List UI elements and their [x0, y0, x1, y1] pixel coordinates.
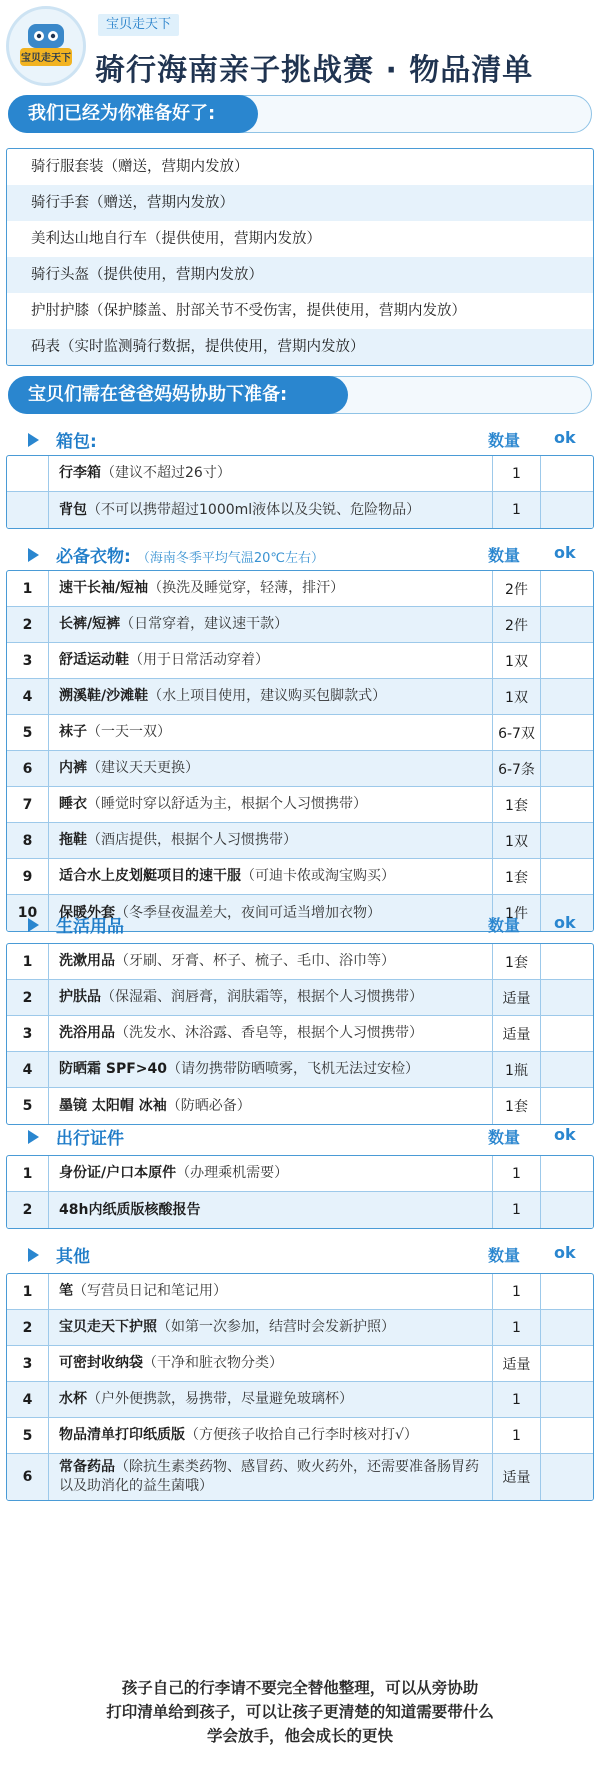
item-name: 48h内纸质版核酸报告 [59, 1201, 201, 1218]
item-name: 防晒霜 SPF>40 [59, 1061, 167, 1077]
item-note: （写营员日记和笔记用） [73, 1283, 227, 1299]
table-row [7, 492, 593, 528]
item-note: （干净和脏衣物分类） [143, 1355, 283, 1371]
item-note: （防晒必备） [166, 1097, 251, 1114]
item-note: （办理乘机需要） [176, 1165, 289, 1181]
item-quantity: 1 [493, 1310, 541, 1345]
table-row [7, 1088, 593, 1124]
row-number: 5 [7, 715, 49, 750]
item-quantity: 6-7双 [493, 715, 541, 750]
item-table [6, 570, 594, 932]
row-number: 4 [7, 1382, 49, 1417]
section-title [56, 427, 97, 452]
item-note: （方便孩子收拾自己行李时核对打√） [185, 1427, 418, 1443]
section-note: （海南冬季平均气温20℃左右） [136, 551, 324, 566]
item-description [49, 944, 493, 979]
ok-column-header: ok [554, 913, 576, 932]
item-name: 行李箱 [59, 465, 101, 481]
ok-column-header: ok [554, 428, 576, 447]
item-description [49, 715, 493, 750]
item-name: 洗浴用品 [59, 1025, 115, 1041]
ok-column-header: ok [554, 1125, 576, 1144]
section-title-text: 出行证件 [56, 1129, 124, 1149]
item-description [49, 980, 493, 1015]
item-note: （水上项目使用，建议购买包脚款式） [148, 688, 387, 704]
item-description [49, 607, 493, 642]
row-number: 4 [7, 1052, 49, 1087]
triangle-bullet-icon [28, 433, 39, 447]
section-title-text: 其他 [56, 1247, 90, 1267]
table-row [7, 1192, 593, 1228]
item-quantity: 1双 [493, 823, 541, 858]
item-name: 适合水上皮划艇项目的速干服 [59, 868, 241, 884]
item-description [49, 492, 493, 528]
item-note: （不可以携带超过1000ml液体以及尖锐、危险物品） [87, 501, 421, 518]
item-description [49, 571, 493, 606]
ok-checkbox-cell[interactable] [541, 1346, 593, 1381]
item-note: （户外便携款，易携带，尽量避免玻璃杯） [87, 1391, 353, 1407]
prepare-banner-label: 宝贝们需在爸爸妈妈协助下准备: [8, 376, 348, 414]
row-number: 5 [7, 1088, 49, 1124]
ok-checkbox-cell[interactable] [541, 1088, 593, 1124]
provided-item: 骑行手套（赠送，营期内发放） [7, 185, 593, 221]
qty-column-header: 数量 [488, 916, 521, 935]
item-table [6, 1155, 594, 1229]
item-name: 水杯 [59, 1391, 87, 1407]
ok-checkbox-cell[interactable] [541, 456, 593, 491]
row-number: 6 [7, 1454, 49, 1500]
ok-checkbox-cell[interactable] [541, 492, 593, 528]
provided-item: 码表（实时监测骑行数据，提供使用，营期内发放） [7, 329, 593, 365]
qty-column-header: 数量 [488, 1128, 521, 1147]
item-name: 保暖外套 [59, 904, 115, 921]
section-title-text: 生活用品 [56, 917, 124, 937]
item-note: （请勿携带防晒喷雾，飞机无法过安检） [167, 1061, 419, 1077]
page-header [0, 0, 600, 100]
item-name: 洗漱用品 [59, 953, 115, 969]
item-note: （洗发水、沐浴露、香皂等，根据个人习惯携带） [115, 1025, 423, 1041]
provided-item: 骑行头盔（提供使用，营期内发放） [7, 257, 593, 293]
item-name: 长裤/短裤 [59, 616, 121, 632]
section-title [56, 1124, 124, 1149]
item-quantity: 适量 [493, 1454, 541, 1500]
footer-line-2: 打印清单给到孩子，可以让孩子更清楚的知道需要带什么 [106, 1703, 494, 1721]
row-number: 2 [7, 607, 49, 642]
item-description [49, 1382, 493, 1417]
item-note: （除抗生素类药物、感冒药、败火药外，还需要准备肠胃药以及助消化的益生菌哦） [59, 1459, 479, 1494]
item-name: 背包 [59, 501, 87, 518]
section-title [56, 542, 324, 567]
table-row [7, 1274, 593, 1310]
item-note: （建议天天更换） [87, 760, 199, 776]
table-row [7, 859, 593, 895]
item-quantity: 1 [493, 1274, 541, 1309]
item-note: （冬季昼夜温差大，夜间可适当增加衣物） [115, 904, 381, 921]
table-row [7, 1382, 593, 1418]
item-name: 物品清单打印纸质版 [59, 1427, 185, 1443]
ok-checkbox-cell[interactable] [541, 1454, 593, 1500]
table-row [7, 1052, 593, 1088]
table-row [7, 1454, 593, 1500]
ok-checkbox-cell[interactable] [541, 607, 593, 642]
ok-column-header: ok [554, 543, 576, 562]
row-number: 5 [7, 1418, 49, 1453]
row-number: 1 [7, 944, 49, 979]
section-header [6, 1122, 594, 1152]
table-row [7, 679, 593, 715]
item-description [49, 1016, 493, 1051]
table-row [7, 715, 593, 751]
triangle-bullet-icon [28, 1248, 39, 1262]
footer-line-1: 孩子自己的行李请不要完全替他整理，可以从旁协助 [121, 1679, 479, 1697]
item-quantity: 1 [493, 1192, 541, 1228]
row-number: 1 [7, 571, 49, 606]
section-title-text: 箱包: [56, 432, 97, 452]
item-quantity: 1 [493, 1382, 541, 1417]
prepare-banner [8, 376, 592, 414]
item-name: 可密封收纳袋 [59, 1355, 143, 1371]
item-name: 溯溪鞋/沙滩鞋 [59, 688, 149, 704]
page-title: 骑行海南亲子挑战赛 · 物品清单 [95, 53, 534, 88]
item-name: 速干长袖/短袖 [59, 580, 149, 596]
provided-item: 骑行服套装（赠送，营期内发放） [31, 159, 249, 175]
row-number: 8 [7, 823, 49, 858]
item-description [49, 1274, 493, 1309]
row-number: 6 [7, 751, 49, 786]
item-description [49, 1454, 493, 1500]
item-description [49, 456, 493, 491]
item-description [49, 1418, 493, 1453]
brand-logo [6, 6, 86, 86]
item-quantity: 1套 [493, 787, 541, 822]
item-quantity: 2件 [493, 607, 541, 642]
table-row [7, 607, 593, 643]
item-note: （可迪卡侬或淘宝购买） [241, 868, 395, 884]
logo-lettering: 宝贝走天下 [21, 53, 71, 64]
row-number: 1 [7, 1156, 49, 1191]
item-description [49, 643, 493, 678]
item-note: （保湿霜、润唇膏，润肤霜等，根据个人习惯携带） [101, 989, 423, 1005]
item-quantity: 1套 [493, 1088, 541, 1124]
provided-list [6, 148, 594, 366]
table-row [7, 1156, 593, 1192]
row-number: 9 [7, 859, 49, 894]
item-description [49, 679, 493, 714]
item-quantity: 适量 [493, 1346, 541, 1381]
item-description [49, 1192, 493, 1228]
ok-checkbox-cell[interactable] [541, 751, 593, 786]
table-row [7, 980, 593, 1016]
section-title [56, 1242, 90, 1267]
triangle-bullet-icon [28, 548, 39, 562]
item-quantity: 适量 [493, 1016, 541, 1051]
ok-checkbox-cell[interactable] [541, 1052, 593, 1087]
item-name: 睡衣 [59, 796, 87, 812]
table-row [7, 823, 593, 859]
section-header [6, 910, 594, 940]
item-note: （如第一次参加，结营时会发新护照） [157, 1319, 395, 1335]
footer-line-3: 学会放手，他会成长的更快 [206, 1727, 393, 1745]
section-header [6, 425, 594, 455]
item-quantity: 适量 [493, 980, 541, 1015]
section-title [56, 912, 124, 937]
item-table [6, 1273, 594, 1501]
row-number: 7 [7, 787, 49, 822]
item-quantity: 1 [493, 492, 541, 528]
item-quantity: 1 [493, 456, 541, 491]
item-table [6, 943, 594, 1125]
qty-column-header: 数量 [488, 431, 521, 450]
item-quantity: 1套 [493, 944, 541, 979]
item-name: 笔 [59, 1283, 73, 1299]
item-description [49, 859, 493, 894]
ok-checkbox-cell[interactable] [541, 679, 593, 714]
row-number: 2 [7, 980, 49, 1015]
item-name: 内裤 [59, 760, 87, 776]
item-quantity: 1双 [493, 679, 541, 714]
robot-mascot-icon [16, 20, 76, 72]
row-number: 3 [7, 1016, 49, 1051]
item-name: 护肤品 [59, 989, 101, 1005]
triangle-bullet-icon [28, 918, 39, 932]
ok-checkbox-cell[interactable] [541, 944, 593, 979]
item-description [49, 787, 493, 822]
item-quantity: 1 [493, 1156, 541, 1191]
ok-column-header: ok [554, 1243, 576, 1262]
item-note: （日常穿着，建议速干款） [120, 616, 289, 632]
item-note: （酒店提供，根据个人习惯携带） [87, 832, 297, 848]
brand-tag: 宝贝走天下 [98, 14, 179, 36]
item-name: 墨镜 太阳帽 冰袖 [59, 1097, 167, 1114]
footer-note [0, 1676, 600, 1748]
ok-checkbox-cell[interactable] [541, 715, 593, 750]
provided-item: 美利达山地自行车（提供使用，营期内发放） [31, 231, 321, 247]
item-name: 常备药品 [59, 1459, 115, 1475]
table-row [7, 643, 593, 679]
row-number [7, 492, 49, 528]
table-row [7, 1016, 593, 1052]
table-row [7, 456, 593, 492]
item-note: （牙刷、牙膏、杯子、梳子、毛巾、浴巾等） [115, 953, 395, 969]
item-quantity: 6-7条 [493, 751, 541, 786]
ok-checkbox-cell[interactable] [541, 980, 593, 1015]
item-description [49, 751, 493, 786]
provided-item: 护肘护膝（保护膝盖、肘部关节不受伤害，提供使用，营期内发放） [31, 303, 466, 319]
ok-checkbox-cell[interactable] [541, 859, 593, 894]
ok-checkbox-cell[interactable] [541, 1382, 593, 1417]
row-number: 2 [7, 1310, 49, 1345]
table-row [7, 751, 593, 787]
row-number: 3 [7, 643, 49, 678]
section-header [6, 540, 594, 570]
item-description [49, 1346, 493, 1381]
item-quantity: 2件 [493, 571, 541, 606]
row-number [7, 456, 49, 491]
item-description [49, 823, 493, 858]
ok-checkbox-cell[interactable] [541, 1310, 593, 1345]
section-header [6, 1240, 594, 1270]
ok-checkbox-cell[interactable] [541, 1274, 593, 1309]
row-number: 10 [7, 895, 49, 931]
row-number: 1 [7, 1274, 49, 1309]
item-note: （用于日常活动穿着） [129, 652, 269, 668]
table-row [7, 1310, 593, 1346]
item-name: 身份证/户口本原件 [59, 1165, 177, 1181]
item-quantity: 1件 [493, 895, 541, 931]
table-row [7, 571, 593, 607]
item-note: （建议不超过26寸） [101, 465, 231, 481]
item-quantity: 1套 [493, 859, 541, 894]
triangle-bullet-icon [28, 1130, 39, 1144]
qty-column-header: 数量 [488, 1246, 521, 1265]
item-quantity: 1 [493, 1418, 541, 1453]
provided-banner-label: 我们已经为你准备好了: [8, 95, 258, 133]
item-description [49, 1156, 493, 1191]
ok-checkbox-cell[interactable] [541, 787, 593, 822]
table-row [7, 944, 593, 980]
item-description [49, 1088, 493, 1124]
item-description [49, 1052, 493, 1087]
ok-checkbox-cell[interactable] [541, 643, 593, 678]
item-note: （一天一双） [87, 724, 171, 740]
item-name: 拖鞋 [59, 832, 87, 848]
item-note: （换洗及睡觉穿，轻薄，排汗） [148, 580, 345, 596]
item-table [6, 455, 594, 529]
qty-column-header: 数量 [488, 546, 521, 565]
row-number: 3 [7, 1346, 49, 1381]
item-note: （睡觉时穿以舒适为主，根据个人习惯携带） [87, 796, 367, 812]
table-row [7, 1418, 593, 1454]
item-description [49, 1310, 493, 1345]
item-name: 袜子 [59, 724, 87, 740]
row-number: 2 [7, 1192, 49, 1228]
item-quantity: 1双 [493, 643, 541, 678]
provided-banner [8, 95, 592, 133]
item-name: 舒适运动鞋 [59, 652, 129, 668]
row-number: 4 [7, 679, 49, 714]
ok-checkbox-cell[interactable] [541, 571, 593, 606]
ok-checkbox-cell[interactable] [541, 823, 593, 858]
section-title-text: 必备衣物: [56, 547, 131, 567]
ok-checkbox-cell[interactable] [541, 1156, 593, 1191]
ok-checkbox-cell[interactable] [541, 1016, 593, 1051]
ok-checkbox-cell[interactable] [541, 1192, 593, 1228]
table-row [7, 1346, 593, 1382]
table-row [7, 787, 593, 823]
item-name: 宝贝走天下护照 [59, 1319, 157, 1335]
item-quantity: 1瓶 [493, 1052, 541, 1087]
ok-checkbox-cell[interactable] [541, 1418, 593, 1453]
